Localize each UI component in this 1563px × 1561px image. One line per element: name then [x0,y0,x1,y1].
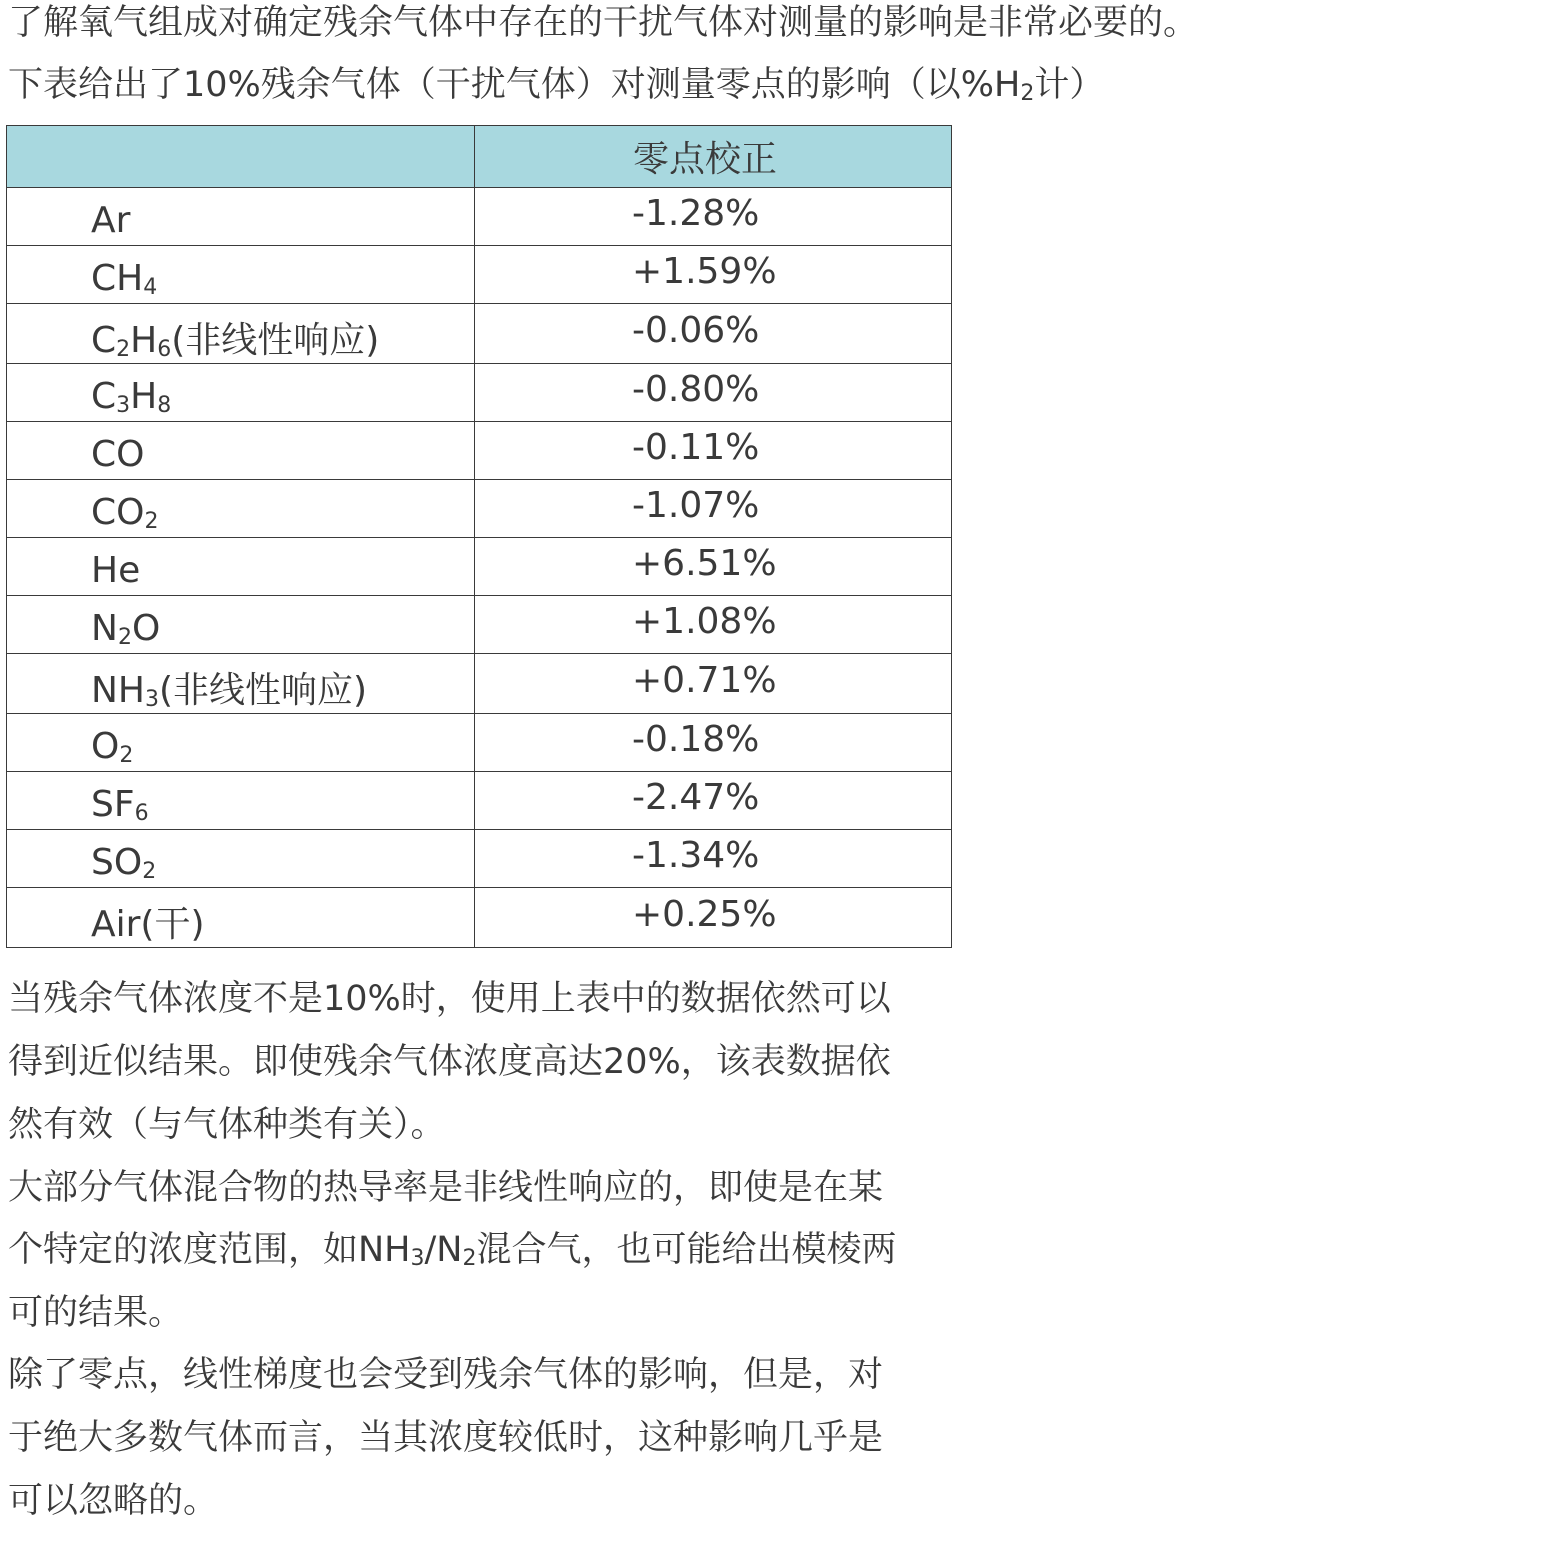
zero-correction-value: +6.51% [475,538,952,596]
gas-cell [7,246,475,304]
gas-cell [7,422,475,480]
table-row [7,772,952,830]
table-row [7,304,952,364]
zero-correction-value: -2.47% [475,772,952,830]
para2-line-1: 大部分气体混合物的热导率是非线性响应的，即使是在某 [8,1168,884,1208]
gas-suffix: O [131,608,161,649]
gas-name: CO [91,492,145,533]
gas-name: CH [91,258,144,299]
para3-line-3: 可以忽略的。 [8,1481,219,1521]
table-row [7,422,952,480]
gas-subscript: 2 [142,859,157,884]
zero-correction-value: -1.34% [475,830,952,888]
table-row [7,188,952,246]
gas-name: N [91,608,118,649]
gas-name: O [91,726,120,767]
gas-cell [7,364,475,422]
gas-subscript: 2 [144,509,159,534]
gas-cell [7,538,475,596]
intro-line-2-main: 下表给出了10%残余气体（干扰气体）对测量零点的影响（以%H [8,65,1021,105]
table-row [7,888,952,948]
zero-correction-value: -1.07% [475,480,952,538]
header-zero-correction: 零点校正 [475,126,952,188]
intro-line-2-end: 计） [1034,65,1105,105]
zero-correction-value: +0.25% [475,888,952,948]
gas-cell [7,480,475,538]
zero-correction-value: -0.80% [475,364,952,422]
gas-suffix: H [130,376,158,417]
gas-subscript: 2 [119,743,134,768]
table-row [7,714,952,772]
header-gas [7,126,475,188]
para3-line-2: 于绝大多数气体而言，当其浓度较低时，这种影响几乎是 [8,1418,884,1458]
gas-cell [7,304,475,364]
table-row [7,364,952,422]
zero-correction-value: +0.71% [475,654,952,714]
gas-cell [7,714,475,772]
gas-note: (非线性响应) [159,670,368,711]
zero-correction-value: -0.18% [475,714,952,772]
table-row [7,596,952,654]
gas-name: C [91,320,117,361]
gas-subscript: 3 [116,393,131,418]
para1-line-3: 然有效（与气体种类有关）。 [8,1105,446,1145]
table-row [7,246,952,304]
para2-line-2-a: 个特定的浓度范围，如NH [8,1230,411,1270]
table-row [7,830,952,888]
gas-subscript-2: 8 [157,393,172,418]
gas-cell [7,888,475,948]
gas-name: SF [91,784,135,825]
gas-subscript: 6 [134,801,149,826]
para2-subscript-3: 3 [410,1246,425,1271]
gas-name: Ar [91,200,131,241]
intro-line-2-subscript: 2 [1020,81,1035,106]
table-header-row [7,126,952,188]
gas-name: C [91,376,117,417]
table-body [7,188,952,948]
para1-line-1: 当残余气体浓度不是10%时，使用上表中的数据依然可以 [8,979,891,1019]
gas-subscript: 3 [145,687,159,712]
zero-correction-value: -0.06% [475,304,952,364]
gas-subscript: 2 [117,625,132,650]
gas-name: CO [91,434,145,475]
gas-cell [7,654,475,714]
gas-subscript: 4 [143,275,158,300]
para2-line-2 [8,1219,897,1281]
intro-line-1: 了解氧气组成对确定残余气体中存在的干扰气体对测量的影响是非常必要的。 [8,3,1199,43]
para1-line-2: 得到近似结果。即使残余气体浓度高达20%，该表数据依 [8,1042,891,1082]
gas-subscript: 2 [116,337,131,362]
gas-cell [7,830,475,888]
gas-name: He [91,550,141,591]
para2-subscript-2: 2 [462,1246,477,1271]
gas-cell [7,596,475,654]
para2-line-3: 可的结果。 [8,1293,184,1333]
gas-name: NH [91,670,145,711]
gas-subscript-2: 6 [157,337,172,362]
gas-cell [7,772,475,830]
para3-line-1: 除了零点，线性梯度也会受到残余气体的影响，但是，对 [8,1355,884,1395]
gas-cell [7,188,475,246]
zero-correction-table [6,125,952,948]
gas-suffix: H [130,320,158,361]
zero-correction-value: +1.59% [475,246,952,304]
gas-note: (非线性响应) [171,320,380,361]
gas-name: Air(干) [91,904,205,945]
para2-line-2-b: /N [424,1230,463,1270]
table-row [7,654,952,714]
gas-name: SO [91,842,143,883]
zero-correction-value: +1.08% [475,596,952,654]
para2-line-2-c: 混合气，也可能给出模棱两 [476,1230,897,1270]
intro-line-2 [8,54,1104,116]
table-row [7,480,952,538]
zero-correction-value: -1.28% [475,188,952,246]
zero-correction-value: -0.11% [475,422,952,480]
table-row [7,538,952,596]
